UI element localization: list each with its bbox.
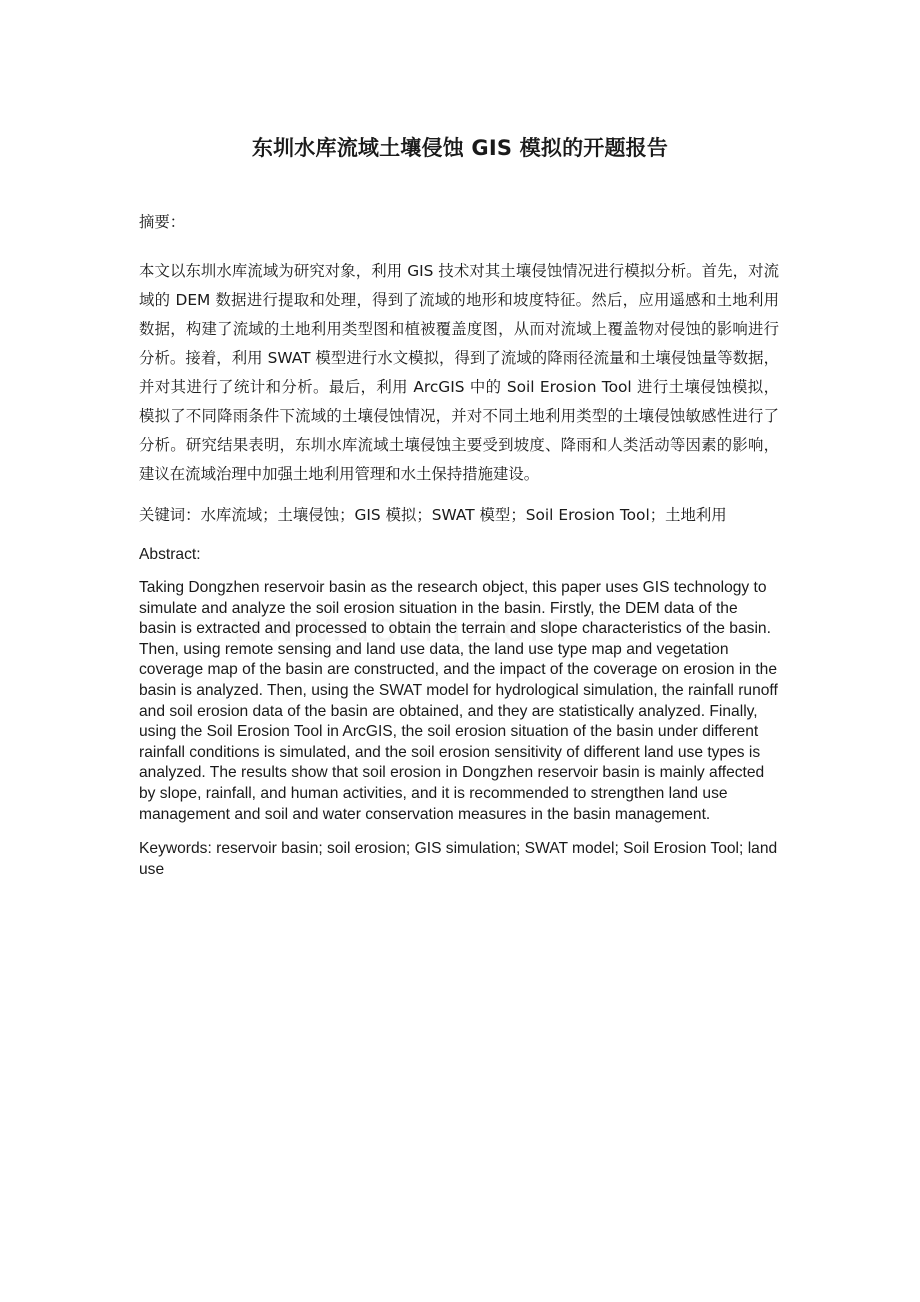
- keywords-en: Keywords: reservoir basin; soil erosion; GIS simulation; SWAT model; Soil Erosion Tool; land use: [139, 840, 778, 878]
- document-title: 东圳水库流域土壤侵蚀 GIS 模拟的开题报告: [251, 136, 669, 160]
- keywords-zh: 关键词：水库流域；土壤侵蚀；GIS 模拟；SWAT 模型；Soil Erosion Tool；土地利用: [139, 506, 727, 524]
- abstract-zh-label: 摘要：: [139, 213, 186, 231]
- document-content: [139, 208, 779, 880]
- abstract-en-text: Taking Dongzhen reservoir basin as the research object, this paper uses GIS technology to simulate and analyze the soil erosion situation in the basin. Firstly, the DEM data of the basin is extracted and processed to obtain the terrain and slope characteristics of the basin. Then, using remote sensing and land use data, the land use type map and vegetation coverage map of the basin are constructed, and the impact of the coverage on erosion in the basin is analyzed. Then, using the SWAT model for hydrological simulation, the rainfall runoff and soil erosion data of the basin are obtained, and they are statistically analyzed. Finally, using the Soil Erosion Tool in ArcGIS, the soil erosion situation of the basin under different rainfall conditions is simulated, and the soil erosion sensitivity of different land use types is analyzed. The results show that soil erosion in Dongzhen reservoir basin is mainly affected by slope, rainfall, and human activities, and it is recommended to strengthen land use management and soil and water conservation measures in the basin management.: [139, 579, 778, 823]
- abstract-en-label: Abstract:: [139, 546, 201, 563]
- abstract-zh-text: 本文以东圳水库流域为研究对象，利用 GIS 技术对其土壤侵蚀情况进行模拟分析。首先，对流域的 DEM 数据进行提取和处理，得到了流域的地形和坡度特征。然后，应用遥感和土地利用数据，构建了流域的土地利用类型图和植被覆盖度图，从而对流域上覆盖物对侵蚀的影响进行分析。接着，利用 SWAT 模型进行水文模拟，得到了流域的降雨径流量和土壤侵蚀量等数据，并对其进行了统计和分析。最后，利用 ArcGIS 中的 Soil Erosion Tool 进行土壤侵蚀模拟，模拟了不同降雨条件下流域的土壤侵蚀情况，并对不同土地利用类型的土壤侵蚀敏感性进行了分析。研究结果表明，东圳水库流域土壤侵蚀主要受到坡度、降雨和人类活动等因素的影响，建议在流域治理中加强土地利用管理和水土保持措施建设。: [139, 262, 779, 483]
